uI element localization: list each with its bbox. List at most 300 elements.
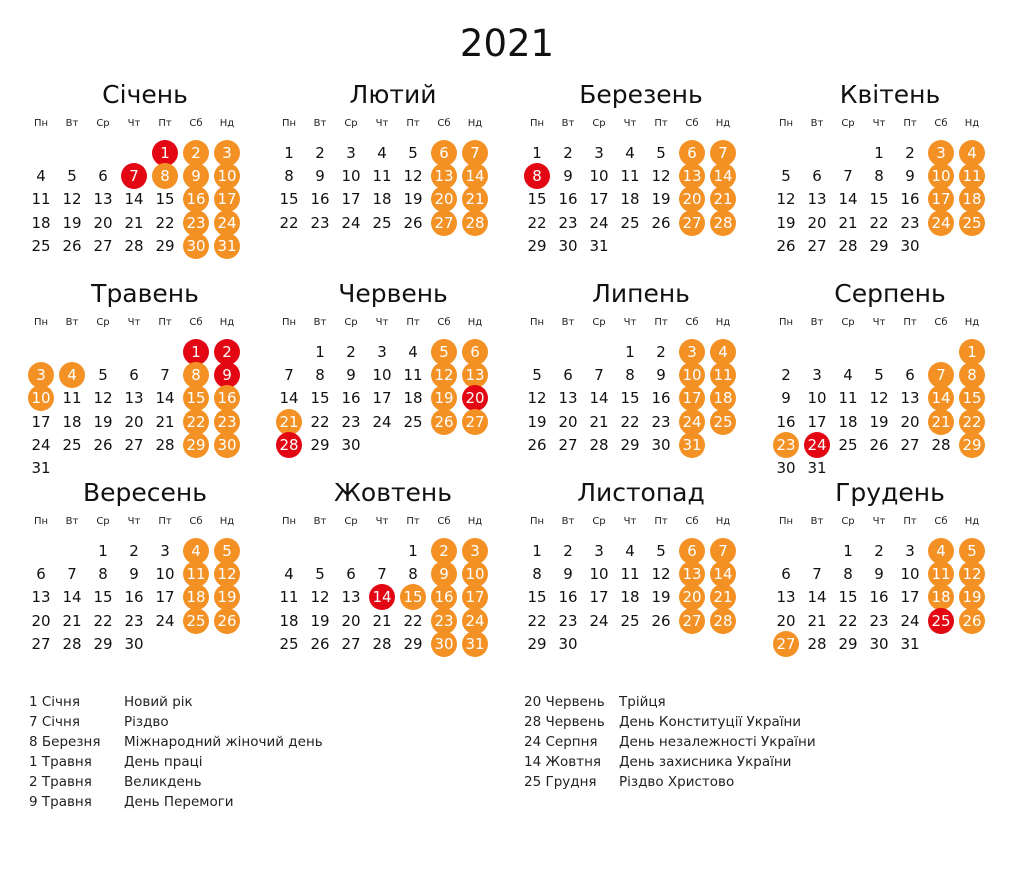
weekend-day: 11	[183, 561, 209, 587]
holiday-row	[29, 692, 489, 712]
weekend-day: 11	[928, 561, 954, 587]
weekday-header: Сб	[437, 118, 451, 129]
weekend-day: 10	[28, 385, 54, 411]
weekend-day: 21	[928, 409, 954, 435]
day-cell: 11	[372, 167, 392, 186]
day-cell: 7	[284, 366, 294, 385]
weekday-header: Ср	[344, 317, 358, 328]
holiday-day: 1	[183, 339, 209, 365]
day-cell: 29	[869, 236, 889, 255]
month-name: Лютий	[349, 80, 437, 109]
holiday-date: 1 Травня	[29, 754, 92, 770]
day-cell: 13	[900, 389, 920, 408]
day-cell: 7	[160, 366, 170, 385]
day-cell: 10	[900, 565, 920, 584]
weekday-header: Сб	[189, 317, 203, 328]
weekend-day: 15	[400, 584, 426, 610]
day-cell: 18	[279, 611, 299, 630]
day-cell: 2	[874, 542, 884, 560]
day-cell: 16	[651, 389, 671, 408]
weekend-day: 26	[431, 409, 457, 435]
weekend-day: 9	[183, 163, 209, 189]
day-cell: 1	[532, 144, 542, 162]
day-cell: 17	[589, 588, 609, 607]
weekday-header: Вт	[65, 516, 79, 527]
weekend-day: 21	[462, 186, 488, 212]
day-cell: 22	[310, 412, 330, 431]
holiday-list-right	[524, 692, 1004, 792]
weekday-header: Вт	[561, 118, 575, 129]
day-cell: 13	[31, 588, 51, 607]
day-cell: 4	[284, 565, 294, 584]
day-cell: 15	[155, 190, 175, 209]
day-cell: 2	[563, 542, 573, 560]
day-cell: 6	[781, 565, 791, 584]
weekday-header: Вт	[65, 317, 79, 328]
day-cell: 3	[812, 366, 822, 385]
day-cell: 8	[284, 167, 294, 186]
weekday-header: Нд	[715, 317, 731, 328]
day-cell: 23	[310, 213, 330, 232]
weekend-day: 22	[183, 409, 209, 435]
day-cell: 8	[98, 565, 108, 584]
day-cell: 30	[558, 634, 578, 653]
month-5	[29, 279, 261, 479]
day-cell: 30	[776, 459, 796, 477]
weekday-header: Нд	[219, 317, 235, 328]
weekend-day: 9	[431, 561, 457, 587]
weekend-day: 2	[431, 538, 457, 564]
weekend-day: 8	[183, 362, 209, 388]
weekend-day: 25	[710, 409, 736, 435]
day-cell: 23	[341, 412, 361, 431]
day-cell: 31	[589, 236, 609, 255]
weekday-header: Вт	[561, 516, 575, 527]
day-cell: 9	[563, 565, 573, 584]
day-cell: 26	[527, 435, 547, 454]
weekend-day: 16	[214, 385, 240, 411]
day-cell: 13	[807, 190, 827, 209]
day-cell: 16	[558, 190, 578, 209]
weekend-day: 23	[214, 409, 240, 435]
day-cell: 21	[155, 412, 175, 431]
weekday-header: Пт	[654, 118, 668, 129]
day-cell: 28	[62, 634, 82, 653]
weekday-header: Пт	[903, 118, 917, 129]
month-name: Червень	[338, 279, 448, 308]
day-cell: 6	[36, 565, 46, 584]
day-cell: 29	[838, 634, 858, 653]
weekday-header: Чт	[872, 516, 886, 527]
weekend-day: 7	[462, 140, 488, 166]
weekday-header: Пт	[158, 516, 172, 527]
day-cell: 19	[93, 412, 113, 431]
day-cell: 7	[812, 565, 822, 584]
day-cell: 17	[589, 190, 609, 209]
day-cell: 28	[931, 435, 951, 454]
day-cell: 15	[527, 588, 547, 607]
weekend-day: 3	[462, 538, 488, 564]
day-cell: 5	[315, 565, 325, 584]
day-cell: 6	[905, 366, 915, 385]
day-cell: 20	[776, 611, 796, 630]
day-cell: 14	[155, 389, 175, 408]
day-cell: 24	[372, 412, 392, 431]
day-cell: 19	[869, 412, 889, 431]
day-cell: 26	[62, 236, 82, 255]
day-cell: 18	[838, 412, 858, 431]
day-cell: 5	[874, 366, 884, 385]
weekend-day: 27	[679, 608, 705, 634]
month-11	[525, 478, 757, 678]
holiday-row	[29, 732, 489, 752]
month-name: Листопад	[577, 478, 705, 507]
weekend-day: 26	[214, 608, 240, 634]
day-cell: 14	[807, 588, 827, 607]
holiday-row	[29, 712, 489, 732]
weekend-day: 6	[431, 140, 457, 166]
day-cell: 22	[93, 611, 113, 630]
day-cell: 21	[372, 611, 392, 630]
day-cell: 16	[124, 588, 144, 607]
day-cell: 2	[315, 144, 325, 162]
day-cell: 16	[869, 588, 889, 607]
month-3	[525, 80, 757, 280]
day-cell: 29	[527, 236, 547, 255]
weekend-day: 30	[214, 432, 240, 458]
day-cell: 4	[625, 144, 635, 162]
day-cell: 10	[155, 565, 175, 584]
holiday-row	[29, 792, 489, 812]
weekend-day: 7	[928, 362, 954, 388]
day-cell: 3	[594, 144, 604, 162]
weekday-header: Вт	[810, 516, 824, 527]
weekday-header: Нд	[964, 317, 980, 328]
weekend-day: 3	[214, 140, 240, 166]
day-cell: 1	[874, 144, 884, 162]
weekend-day: 10	[679, 362, 705, 388]
weekday-header: Нд	[715, 118, 731, 129]
day-cell: 16	[900, 190, 920, 209]
weekday-header: Ср	[96, 118, 110, 129]
weekend-day: 11	[710, 362, 736, 388]
day-cell: 22	[838, 611, 858, 630]
weekend-day: 12	[214, 561, 240, 587]
weekend-day: 15	[959, 385, 985, 411]
day-cell: 27	[900, 435, 920, 454]
weekday-header: Ср	[344, 118, 358, 129]
weekend-day: 18	[183, 584, 209, 610]
weekend-day: 3	[679, 339, 705, 365]
weekday-header: Пт	[406, 317, 420, 328]
day-cell: 7	[377, 565, 387, 584]
weekday-header: Вт	[65, 118, 79, 129]
day-cell: 24	[31, 435, 51, 454]
holiday-row	[524, 692, 1004, 712]
weekend-day: 8	[152, 163, 178, 189]
day-cell: 18	[620, 588, 640, 607]
holiday-date: 14 Жовтня	[524, 754, 602, 770]
day-cell: 7	[594, 366, 604, 385]
weekday-header: Пн	[778, 118, 794, 129]
weekday-header: Пт	[654, 317, 668, 328]
day-cell: 27	[31, 634, 51, 653]
weekend-day: 10	[928, 163, 954, 189]
day-cell: 5	[67, 167, 77, 186]
weekend-day: 13	[462, 362, 488, 388]
day-cell: 4	[408, 343, 418, 361]
weekend-day: 29	[183, 432, 209, 458]
weekend-day: 18	[959, 186, 985, 212]
weekend-day: 25	[183, 608, 209, 634]
weekend-day: 6	[679, 538, 705, 564]
day-cell: 16	[776, 412, 796, 431]
holiday-name: День Перемоги	[124, 794, 234, 810]
weekend-day: 4	[59, 362, 85, 388]
day-cell: 29	[527, 634, 547, 653]
day-cell: 18	[620, 190, 640, 209]
day-cell: 19	[62, 213, 82, 232]
day-cell: 17	[155, 588, 175, 607]
day-cell: 27	[807, 236, 827, 255]
day-cell: 24	[589, 213, 609, 232]
weekday-header: Пт	[903, 317, 917, 328]
holiday-row	[29, 772, 489, 792]
day-cell: 28	[589, 435, 609, 454]
day-cell: 25	[372, 213, 392, 232]
weekend-day: 13	[679, 163, 705, 189]
weekend-day: 6	[462, 339, 488, 365]
weekend-day: 24	[214, 210, 240, 236]
weekday-header: Нд	[219, 516, 235, 527]
holiday-name: День захисника України	[619, 754, 792, 770]
weekday-header: Чт	[375, 317, 389, 328]
holiday-name: Різдво	[124, 714, 169, 730]
day-cell: 12	[651, 565, 671, 584]
day-cell: 23	[124, 611, 144, 630]
day-cell: 10	[589, 565, 609, 584]
day-cell: 30	[869, 634, 889, 653]
day-cell: 7	[67, 565, 77, 584]
weekend-day: 21	[710, 186, 736, 212]
day-cell: 23	[869, 611, 889, 630]
weekend-day: 17	[462, 584, 488, 610]
day-cell: 9	[781, 389, 791, 408]
day-cell: 14	[279, 389, 299, 408]
weekday-header: Нд	[467, 516, 483, 527]
day-cell: 19	[310, 611, 330, 630]
holiday-date: 25 Грудня	[524, 774, 597, 790]
day-cell: 18	[372, 190, 392, 209]
weekday-header: Чт	[375, 118, 389, 129]
weekend-day: 27	[431, 210, 457, 236]
weekday-header: Вт	[313, 118, 327, 129]
day-cell: 25	[62, 435, 82, 454]
holiday-day: 7	[121, 163, 147, 189]
day-cell: 11	[403, 366, 423, 385]
weekend-day: 11	[959, 163, 985, 189]
holiday-name: День праці	[124, 754, 203, 770]
weekend-day: 14	[928, 385, 954, 411]
weekday-header: Сб	[685, 317, 699, 328]
day-cell: 28	[807, 634, 827, 653]
day-cell: 25	[31, 236, 51, 255]
day-cell: 9	[346, 366, 356, 385]
weekend-day: 28	[710, 210, 736, 236]
day-cell: 21	[62, 611, 82, 630]
weekday-header: Сб	[189, 516, 203, 527]
month-6	[277, 279, 509, 479]
weekend-day: 13	[679, 561, 705, 587]
day-cell: 25	[403, 412, 423, 431]
day-cell: 31	[900, 634, 920, 653]
day-cell: 12	[527, 389, 547, 408]
day-cell: 19	[527, 412, 547, 431]
weekday-header: Ср	[841, 118, 855, 129]
weekend-day: 15	[183, 385, 209, 411]
holiday-name: Міжнародний жіночий день	[124, 734, 323, 750]
day-cell: 11	[620, 167, 640, 186]
day-cell: 21	[589, 412, 609, 431]
weekend-day: 10	[214, 163, 240, 189]
month-name: Вересень	[83, 478, 207, 507]
day-cell: 7	[843, 167, 853, 186]
day-cell: 1	[98, 542, 108, 560]
holiday-name: Трійця	[619, 694, 666, 710]
day-cell: 23	[558, 611, 578, 630]
weekend-day: 22	[959, 409, 985, 435]
day-cell: 1	[284, 144, 294, 162]
day-cell: 4	[36, 167, 46, 186]
day-cell: 27	[93, 236, 113, 255]
weekday-header: Пн	[529, 118, 545, 129]
day-cell: 24	[900, 611, 920, 630]
holiday-day: 25	[928, 608, 954, 634]
month-name: Січень	[102, 80, 188, 109]
weekend-day: 24	[462, 608, 488, 634]
weekend-day: 27	[679, 210, 705, 236]
weekday-header: Пт	[406, 516, 420, 527]
weekday-header: Нд	[467, 118, 483, 129]
day-cell: 13	[776, 588, 796, 607]
weekday-header: Пн	[33, 317, 49, 328]
weekday-header: Чт	[127, 317, 141, 328]
weekend-day: 6	[679, 140, 705, 166]
weekday-header: Ср	[96, 516, 110, 527]
holiday-date: 7 Січня	[29, 714, 80, 730]
holiday-day: 9	[214, 362, 240, 388]
holiday-date: 28 Червень	[524, 714, 605, 730]
holiday-date: 1 Січня	[29, 694, 80, 710]
weekend-day: 30	[431, 631, 457, 657]
weekend-day: 26	[959, 608, 985, 634]
weekend-day: 21	[710, 584, 736, 610]
day-cell: 17	[341, 190, 361, 209]
day-cell: 25	[620, 611, 640, 630]
weekday-header: Чт	[623, 118, 637, 129]
day-cell: 12	[93, 389, 113, 408]
weekend-day: 3	[28, 362, 54, 388]
weekend-day: 16	[183, 186, 209, 212]
weekend-day: 28	[710, 608, 736, 634]
day-cell: 17	[31, 412, 51, 431]
day-cell: 10	[807, 389, 827, 408]
day-cell: 12	[776, 190, 796, 209]
weekday-header: Сб	[934, 118, 948, 129]
holiday-day: 8	[524, 163, 550, 189]
holiday-row	[524, 712, 1004, 732]
day-cell: 26	[651, 611, 671, 630]
day-cell: 19	[651, 588, 671, 607]
day-cell: 20	[124, 412, 144, 431]
day-cell: 26	[403, 213, 423, 232]
day-cell: 24	[589, 611, 609, 630]
weekend-day: 24	[679, 409, 705, 435]
day-cell: 6	[563, 366, 573, 385]
day-cell: 27	[558, 435, 578, 454]
day-cell: 4	[377, 144, 387, 162]
weekday-header: Сб	[934, 317, 948, 328]
weekday-header: Ср	[96, 317, 110, 328]
day-cell: 14	[838, 190, 858, 209]
weekend-day: 17	[928, 186, 954, 212]
day-cell: 3	[594, 542, 604, 560]
month-12	[774, 478, 1006, 678]
holiday-day: 2	[214, 339, 240, 365]
day-cell: 2	[905, 144, 915, 162]
day-cell: 23	[651, 412, 671, 431]
weekday-header: Нд	[219, 118, 235, 129]
weekend-day: 12	[959, 561, 985, 587]
day-cell: 15	[869, 190, 889, 209]
weekday-header: Сб	[934, 516, 948, 527]
weekday-header: Пн	[281, 317, 297, 328]
day-cell: 16	[558, 588, 578, 607]
day-cell: 24	[341, 213, 361, 232]
day-cell: 15	[93, 588, 113, 607]
day-cell: 23	[900, 213, 920, 232]
weekend-day: 10	[462, 561, 488, 587]
weekday-header: Ср	[841, 317, 855, 328]
weekend-day: 17	[679, 385, 705, 411]
weekend-day: 7	[710, 538, 736, 564]
weekday-header: Пт	[406, 118, 420, 129]
day-cell: 2	[563, 144, 573, 162]
day-cell: 26	[776, 236, 796, 255]
day-cell: 20	[900, 412, 920, 431]
day-cell: 8	[874, 167, 884, 186]
weekday-header: Вт	[810, 118, 824, 129]
weekend-day: 4	[959, 140, 985, 166]
day-cell: 22	[279, 213, 299, 232]
weekend-day: 31	[214, 233, 240, 259]
weekend-day: 14	[462, 163, 488, 189]
weekday-header: Пт	[654, 516, 668, 527]
day-cell: 27	[124, 435, 144, 454]
day-cell: 20	[807, 213, 827, 232]
weekend-day: 21	[276, 409, 302, 435]
day-cell: 29	[310, 435, 330, 454]
holiday-date: 20 Червень	[524, 694, 605, 710]
day-cell: 2	[656, 343, 666, 361]
day-cell: 11	[279, 588, 299, 607]
day-cell: 19	[403, 190, 423, 209]
day-cell: 11	[62, 389, 82, 408]
day-cell: 22	[527, 611, 547, 630]
day-cell: 4	[625, 542, 635, 560]
month-10	[277, 478, 509, 678]
day-cell: 21	[807, 611, 827, 630]
